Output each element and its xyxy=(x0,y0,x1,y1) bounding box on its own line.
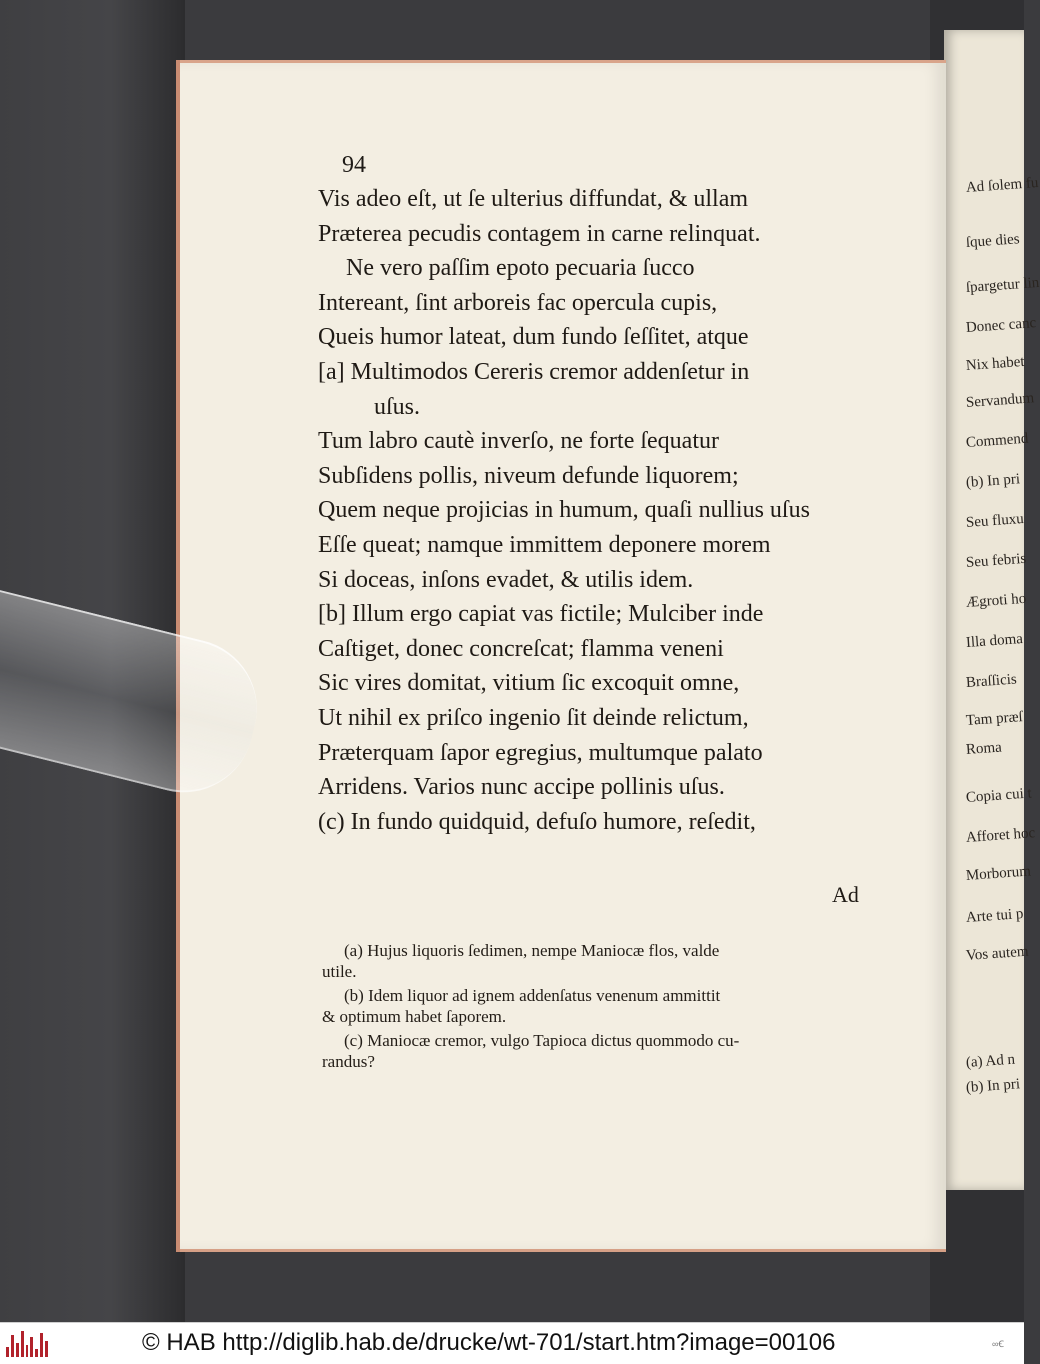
facing-page-line: Braſſicis xyxy=(965,671,1018,691)
facing-page-line: Morborum xyxy=(965,863,1032,884)
footnotes xyxy=(322,940,898,1075)
verse-line: (c) In fundo quidquid, defuſo humore, reſedit, xyxy=(318,808,756,835)
verse-line: Si doceas, inſons evadet, & utilis idem. xyxy=(318,566,694,593)
page-number: 94 xyxy=(342,152,366,178)
facing-page-line: Nix habet xyxy=(965,353,1026,374)
facing-page-line: Vos autem xyxy=(965,943,1030,964)
footnote-continuation: & optimum habet ſaporem. xyxy=(322,1007,507,1026)
footer-mark: ∞Ꞓ xyxy=(992,1339,1004,1349)
verse-line: Vis adeo eſt, ut ſe ulterius diffundat, & ullam xyxy=(318,186,749,212)
facing-page-line: Tam præſ xyxy=(965,709,1024,729)
footnote xyxy=(322,940,898,982)
facing-page-line: Roma xyxy=(965,739,1003,758)
facing-page-line: Servandum xyxy=(965,390,1035,411)
catchword: Ad xyxy=(832,882,859,907)
footnote-first-line: (b) Idem liquor ad ignem addenſatus venenum ammittit xyxy=(344,986,721,1005)
facing-page-line: Seu febris xyxy=(965,550,1027,571)
facing-page-line: Illa doma xyxy=(965,631,1024,651)
facing-page-line: Commend xyxy=(965,430,1029,451)
facing-page-line: Afforet hoc xyxy=(965,825,1036,846)
verse-line: Queis humor lateat, dum fundo ſeſſitet, atque xyxy=(318,324,749,351)
copyright-link[interactable]: © HAB http://diglib.hab.de/drucke/wt-701/start.htm?image=00106 xyxy=(142,1329,836,1356)
facing-page-line: (a) Ad n xyxy=(965,1051,1016,1071)
verse-line: Arridens. Varios nunc accipe pollinis uſus. xyxy=(318,774,725,801)
facing-page-line: Copia cui t xyxy=(965,785,1033,806)
facing-page-line: Ægroti ho xyxy=(965,590,1027,611)
verse-line: Eſſe queat; namque immittem deponere morem xyxy=(318,531,771,558)
footer-bar xyxy=(0,1322,1024,1364)
verse-line: Subſidens pollis, niveum defunde liquorem; xyxy=(318,462,739,489)
footnote-continuation: utile. xyxy=(322,962,357,981)
verse-line: Ut nihil ex priſco ingenio ſit deinde relictum, xyxy=(318,704,749,731)
verse-line: Tum labro cautè inverſo, ne forte ſequatur xyxy=(318,428,719,455)
verse-line: Præterquam ſapor egregius, multumque palato xyxy=(318,739,763,766)
verse-line: Intereant, ſint arboreis fac opercula cupis, xyxy=(318,289,718,316)
facing-page-line: ſque dies xyxy=(965,231,1021,251)
facing-page-line: (b) In pri xyxy=(965,1076,1021,1096)
verse-line: [b] Illum ergo capiat vas fictile; Mulciber inde xyxy=(318,601,764,628)
facing-page-line: (b) In pri xyxy=(965,471,1021,491)
verse-line: Caſtiget, donec concreſcat; flamma veneni xyxy=(318,635,724,662)
verse-line: Quem neque projicias in humum, quaſi nullius uſus xyxy=(318,497,810,524)
footnote-first-line: (c) Maniocæ cremor, vulgo Tapioca dictus quommodo cu- xyxy=(344,1031,740,1050)
verse-line: Sic vires domitat, vitium ſic excoquit omne, xyxy=(318,670,740,697)
verse-line: Præterea pecudis contagem in carne relinquat. xyxy=(318,220,761,247)
verse-line: [a] Multimodos Cereris cremor addenſetur in xyxy=(318,358,750,385)
hab-logo-icon xyxy=(6,1329,48,1357)
facing-page-line: Seu fluxu xyxy=(965,510,1025,531)
facing-page-edge xyxy=(944,30,1040,1190)
facing-page-line: Donec canc xyxy=(965,315,1037,336)
verse-line: uſus. xyxy=(374,393,421,420)
footnote xyxy=(322,1030,898,1072)
facing-page-line: ſpargetur lin xyxy=(965,274,1040,296)
footnote xyxy=(322,985,898,1027)
footnote-continuation: randus? xyxy=(322,1052,375,1071)
verse-block xyxy=(318,182,898,839)
facing-page-line: Arte tui p xyxy=(965,906,1024,926)
verse-line: Ne vero paſſim epoto pecuaria ſucco xyxy=(346,255,695,282)
footnote-first-line: (a) Hujus liquoris ſedimen, nempe Maniocæ flos, valde xyxy=(344,941,720,960)
facing-page-line: Ad ſolem fu xyxy=(965,174,1039,196)
